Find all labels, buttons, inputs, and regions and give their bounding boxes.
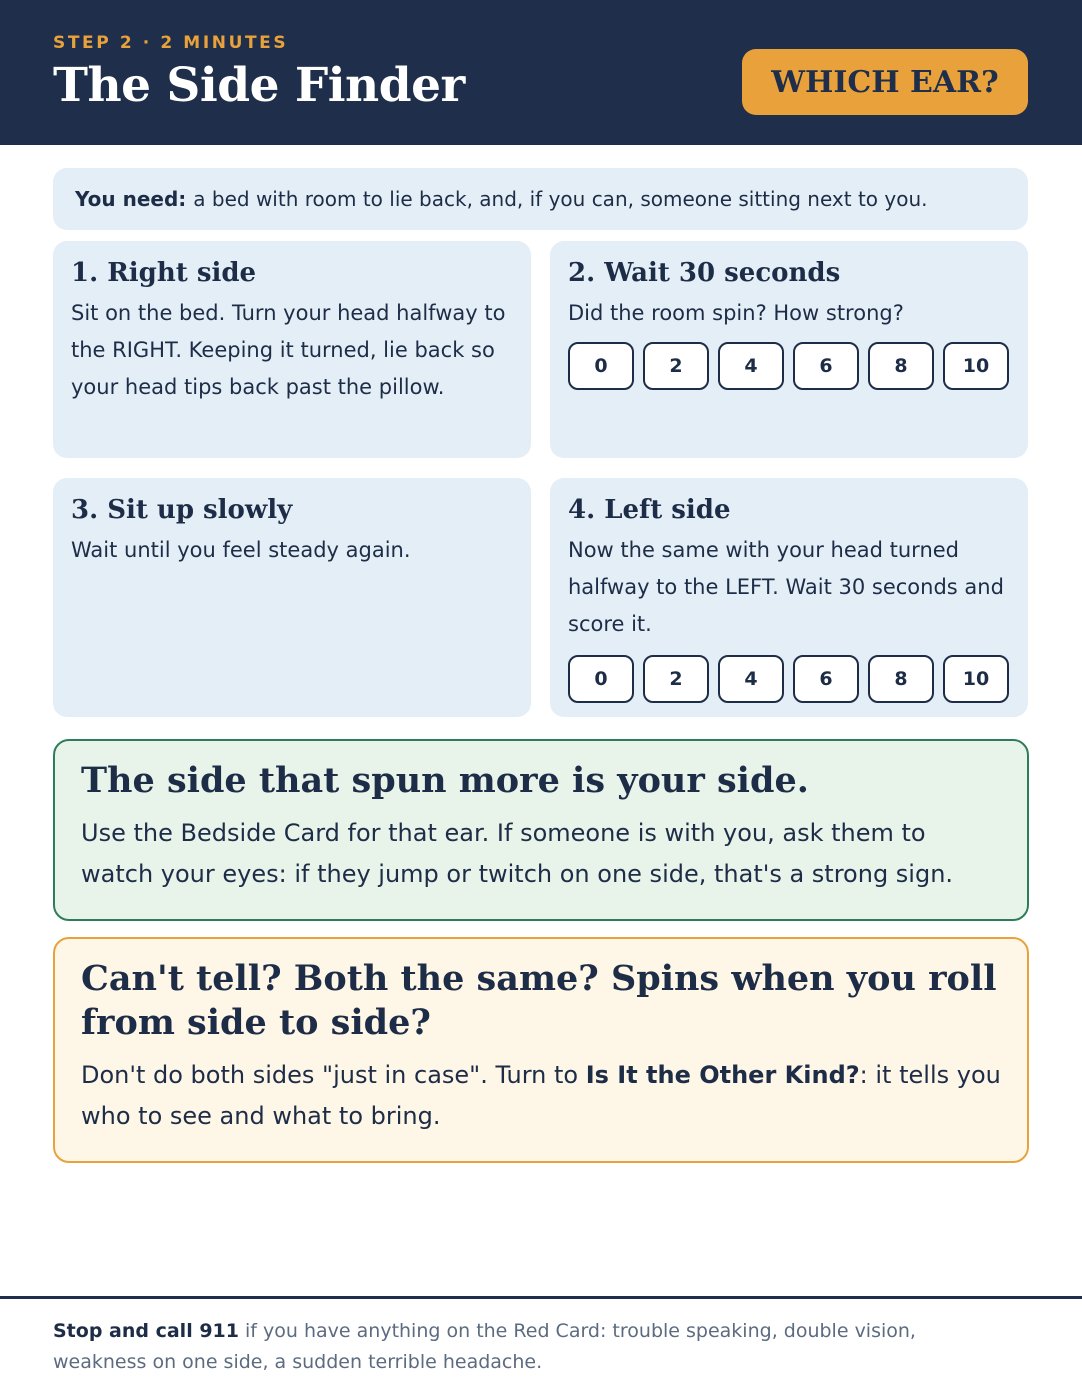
you-need-banner [53,168,1028,230]
score-box-6[interactable]: 6 [793,655,859,703]
unsure-title: Can't tell? Both the same? Spins when you roll from side to side? [81,958,997,1043]
score-box-4[interactable]: 4 [718,342,784,390]
result-title: The side that spun more is your side. [81,760,809,801]
score-box-0[interactable]: 0 [568,655,634,703]
result-body: Use the Bedside Card for that ear. If someone is with you, ask them to watch your eyes: if they jump or twitch on one side, that's a strong sign. [81,819,954,888]
emergency-label: Stop and call 911 [53,1320,239,1342]
unsure-body-after: : it tells you who to see and what to bring. [81,1061,1001,1130]
step-title: 3. Sit up slowly [71,495,293,525]
step-body: Wait until you feel steady again. [71,538,411,562]
step-title: 2. Wait 30 seconds [568,258,841,288]
score-box-6[interactable]: 6 [793,342,859,390]
unsure-callout [53,937,1029,1163]
emergency-text: if you have anything on the Red Card: trouble speaking, double vision, weakness on one side, a sudden terrible headache. [53,1320,916,1373]
step-card-right-side [53,241,531,458]
you-need-label: You need: [75,187,187,211]
score-box-2[interactable]: 2 [643,342,709,390]
score-box-10[interactable]: 10 [943,655,1009,703]
score-box-2[interactable]: 2 [643,655,709,703]
which-ear-badge: WHICH EAR? [742,49,1028,115]
score-box-8[interactable]: 8 [868,342,934,390]
step-title: 1. Right side [71,258,257,288]
other-kind-reference: Is It the Other Kind? [585,1061,860,1089]
step-card-sit-up [53,478,531,717]
result-callout [53,739,1029,921]
score-box-0[interactable]: 0 [568,342,634,390]
spin-score-scale-left [568,655,1010,703]
step-card-left-side [550,478,1028,717]
score-box-10[interactable]: 10 [943,342,1009,390]
page-header [0,0,1082,145]
step-title: 4. Left side [568,495,731,525]
spin-score-scale-right [568,342,1010,390]
unsure-body [81,1055,1001,1137]
footer-divider [0,1296,1082,1299]
step-body: Sit on the bed. Turn your head halfway to the RIGHT. Keeping it turned, lie back so your head tips back past the pillow. [71,301,506,399]
emergency-footer [53,1316,1013,1378]
step-body: Did the room spin? How strong? [568,301,904,325]
step-body: Now the same with your head turned halfway to the LEFT. Wait 30 seconds and score it. [568,538,1004,636]
page-title: The Side Finder [53,58,465,113]
step-card-wait [550,241,1028,458]
score-box-4[interactable]: 4 [718,655,784,703]
unsure-body-before: Don't do both sides "just in case". Turn to [81,1061,586,1089]
step-eyebrow: STEP 2 · 2 MINUTES [53,33,289,53]
you-need-text: a bed with room to lie back, and, if you can, someone sitting next to you. [193,187,928,211]
score-box-8[interactable]: 8 [868,655,934,703]
